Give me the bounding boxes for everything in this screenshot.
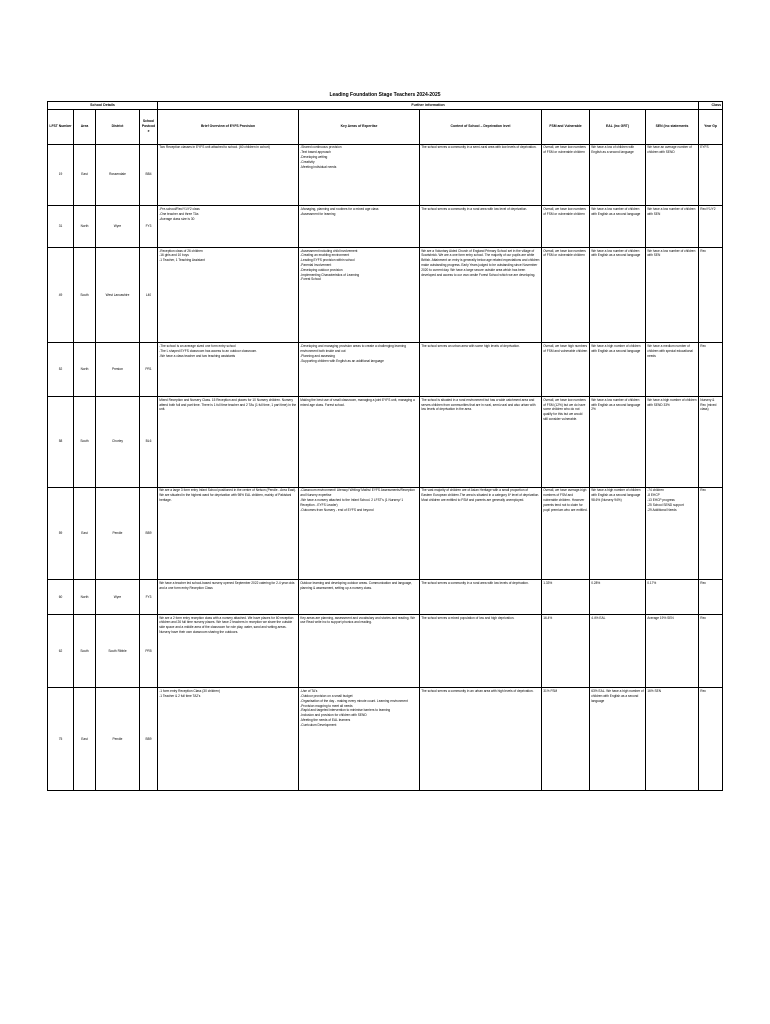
cell-year-group <box>699 688 723 791</box>
cell-line: We have a low number of children with English as a second language <box>591 248 641 258</box>
cell-overview <box>158 614 299 688</box>
cell-postcode: PR1 <box>140 343 158 397</box>
cell-context <box>420 580 542 615</box>
cell-line: We have a high number of children with SEND 33% <box>647 397 697 407</box>
cell-year-group <box>699 343 723 397</box>
cell-line: Making the best use of small classroom, managing a joint EYFS unit, managing a mixed age class. Forest school. <box>300 397 415 407</box>
cell-district: Wyre <box>96 206 140 248</box>
cell-line: -Pre-school/Rec/Y1/Y2 class <box>159 206 200 211</box>
cell-line: 1.33% <box>543 580 553 585</box>
cell-context <box>420 144 542 206</box>
cell-line: -The L shaped EYFS classroom has access to an outdoor classroom. <box>159 348 258 353</box>
col-sen: SEN (inc statements <box>646 110 699 145</box>
cell-sen <box>646 580 699 615</box>
cell-line: Overall, we have low numbers of FSM or vulnerable children <box>543 248 586 258</box>
cell-year-group <box>699 580 723 615</box>
cell-context <box>420 614 542 688</box>
cell-sen <box>646 396 699 487</box>
cell-line: We are a 2 form entry reception class with a nursery attached. We have places for 60 reception children and 26 full time nursery places. We have 2 teachers in reception we share the outside side space and a middle area of the classroom for role play, water, sand and writing areas. Nursery have their own classroom sharing the outdoors. <box>159 615 294 634</box>
cell-line: -Developing and managing provision areas to create a challenging learning environment both inside and out <box>300 344 406 353</box>
cell-lfst-number: 62 <box>48 614 74 688</box>
cell-line: Rec <box>700 689 706 694</box>
cell-line: We have a low number of children with SEN <box>647 248 696 258</box>
cell-sen <box>646 487 699 580</box>
group-class: Class <box>699 102 723 110</box>
cell-line: We have a low number of children with English as a second language <box>591 206 641 216</box>
col-lfst-number: LFST Number <box>48 110 74 145</box>
table-row <box>48 580 723 615</box>
cell-line: The vast majority of children are of Asian Heritage with a small proportion of Eastern European children.The area is situated in a category 6* level of deprivation. Most children are entitled to FSM and parents are generally unemployed. <box>421 488 540 502</box>
cell-line: Mixed Reception and Nursery Class. 15 Reception and places for 10 Nursery children. Nursery attend both full and part time. There is 1 full time teacher and 2 TAs (1 full time, 1 part time) in the unit. <box>159 397 297 412</box>
cell-line: -Outdoor provision on a small budget <box>300 693 353 698</box>
cell-fsm <box>542 487 590 580</box>
cell-postcode: BB9 <box>140 487 158 580</box>
cell-context <box>420 247 542 343</box>
cell-year-group <box>699 487 723 580</box>
cell-line: -8 EHCP <box>647 493 660 498</box>
cell-context <box>420 343 542 397</box>
cell-line: We have a low of children with English as a second language <box>591 145 635 155</box>
cell-district: West Lancashire <box>96 247 140 343</box>
cell-line: We have a low number of children with SEN <box>647 206 696 216</box>
cell-line: Overall, we have low numbers of FSM (12%) but we do have some children who do not qualify for this but we would still consider vulnerable. <box>543 397 586 421</box>
cell-area: North <box>74 343 96 397</box>
cell-line: -Supporting children with English as an additional language <box>300 358 384 363</box>
cell-area: South <box>74 614 96 688</box>
cell-line: -Meeting the needs of EAL learners <box>300 717 351 722</box>
cell-line: -We have a class teacher and two teaching assistants <box>159 353 236 358</box>
cell-line: Overall, we have low numbers of FSM or vulnerable children <box>543 145 586 155</box>
table-row <box>48 614 723 688</box>
cell-line: -Developing writing <box>300 154 328 159</box>
cell-district: Wyre <box>96 580 140 615</box>
cell-eal <box>590 206 646 248</box>
cell-line: -Outcomes from Nursery - end of EYFS and beyond <box>300 507 374 512</box>
cell-lfst-number: 52 <box>48 343 74 397</box>
cell-line: -1 Teacher, 1 Teaching Assistant <box>159 258 205 263</box>
cell-lfst-number: 31 <box>48 206 74 248</box>
cell-line: Two Reception classes in EYFS unit attached to school. (60 children in cohort) <box>159 145 270 150</box>
cell-line: -Implementing Characteristics of Learning <box>300 272 360 277</box>
cell-line: The school serves a community in a semi-rural area with low levels of deprivation. <box>421 145 537 150</box>
cell-line: -29 Additional Needs <box>647 507 677 512</box>
cell-line: -Developing outdoor provision <box>300 267 343 272</box>
document-title: Leading Foundation Stage Teachers 2024-2025 <box>329 92 441 98</box>
cell-line: We have an average number of children with SEND <box>647 145 692 155</box>
table-row <box>48 396 723 487</box>
cell-district: Chorley <box>96 396 140 487</box>
cell-year-group <box>699 144 723 206</box>
cell-line: -Planning and assessing <box>300 353 335 358</box>
cell-postcode: FY3 <box>140 580 158 615</box>
cell-district: Rossendale <box>96 144 140 206</box>
cell-line: The school serves an urban area with some high levels of deprivation. <box>421 344 520 349</box>
cell-line: Rec <box>700 580 706 585</box>
cell-lfst-number: 58 <box>48 396 74 487</box>
cell-line: -13 EHCP progress <box>647 497 675 502</box>
cell-area: East <box>74 487 96 580</box>
cell-district: South Ribble <box>96 614 140 688</box>
cell-postcode: L40 <box>140 247 158 343</box>
teachers-table <box>47 101 723 791</box>
cell-line: Outdoor learning and developing outdoor areas. Communication and language, planning & assessment, setting up a nursery class. <box>300 580 413 590</box>
cell-overview <box>158 144 299 206</box>
cell-line: The school is situated in a rural environment but has a wide catchment area and serves children from communities that are in rural, semi-rural and also urban with low levels of deprivation in the area. <box>421 397 536 412</box>
cell-overview <box>158 688 299 791</box>
cell-year-group <box>699 396 723 487</box>
cell-fsm <box>542 688 590 791</box>
cell-district: Pendle <box>96 688 140 791</box>
cell-line: -74 children <box>647 488 664 493</box>
cell-fsm <box>542 614 590 688</box>
col-expertise: Key Areas of Expertise <box>299 110 420 145</box>
cell-eal <box>590 396 646 487</box>
cell-line: 63% EAL. We have a high number of children with English as a second language <box>591 689 644 703</box>
cell-line: We have a high number of children with English as a second language 98.6% (Nursery 94%) <box>591 488 641 502</box>
cell-postcode: PR5 <box>140 614 158 688</box>
cell-line: -Text based approach <box>300 150 331 155</box>
cell-line: 31% FSM <box>543 689 558 694</box>
cell-expertise <box>299 487 420 580</box>
cell-line: Rec/Y1/Y2 <box>700 206 716 211</box>
cell-eal <box>590 247 646 343</box>
cell-context <box>420 688 542 791</box>
cell-line: We have a teacher led school-based nursery opened September 2022 catering for 2-4 year olds and a one form entry Reception Class <box>159 580 295 590</box>
cell-expertise <box>299 396 420 487</box>
cell-line: Key areas are planning, assessment and vocabulary and stories and reading. We use Read write inc to support phonics and reading. <box>300 615 415 625</box>
cell-line: 0.17% <box>647 580 657 585</box>
col-area: Area <box>74 110 96 145</box>
cell-line: -1 form entry Reception Class (30 children) <box>159 689 220 694</box>
cell-lfst-number: 75 <box>48 688 74 791</box>
cell-line: Rec <box>700 344 706 349</box>
table-row <box>48 247 723 343</box>
group-further-information: Further information <box>158 102 699 110</box>
cell-line: -Curriculum Development <box>300 722 337 727</box>
cell-line: Average 19% SEN <box>647 615 674 620</box>
cell-line: -Organisation of the day - making every minute count. Learning environment <box>300 698 408 703</box>
cell-context <box>420 487 542 580</box>
cell-line: The school serves a community in a rural area with low levels of deprivation. <box>421 580 529 585</box>
cell-line: -Creativity <box>300 159 315 164</box>
cell-sen <box>646 206 699 248</box>
cell-line: Overall, we have high numbers of FSM and vulnerable children <box>543 344 588 353</box>
cell-lfst-number: 49 <box>48 247 74 343</box>
table-row <box>48 343 723 397</box>
cell-area: East <box>74 688 96 791</box>
cell-overview <box>158 343 299 397</box>
cell-overview <box>158 206 299 248</box>
column-header-row <box>48 110 723 145</box>
group-header-row <box>48 102 723 110</box>
cell-overview <box>158 247 299 343</box>
cell-eal <box>590 580 646 615</box>
col-year-group: Year Gp <box>699 110 723 145</box>
cell-eal <box>590 343 646 397</box>
cell-area: North <box>74 206 96 248</box>
cell-line: 4.4% EAL <box>591 615 606 620</box>
table-row <box>48 206 723 248</box>
col-postcode: School Postcode <box>140 110 158 145</box>
cell-line: We are a large 3 form entry Infant School positioned in the centre of Nelson (Pendle - Area East). We are situated in the highest ward for deprivation with 98% EAL children, mainly of Pakistani heritage. <box>159 488 297 502</box>
col-fsm: FSM and Vulnerable <box>542 110 590 145</box>
cell-line: -1 Teacher & 2 full time TA2's <box>159 693 201 698</box>
cell-line: -Parental Involvement <box>300 262 332 267</box>
cell-line: Overall, we have low numbers of FSM or vulnerable children <box>543 206 586 216</box>
cell-sen <box>646 247 699 343</box>
cell-line: -Use of TA's <box>300 689 318 694</box>
cell-district: Preston <box>96 343 140 397</box>
cell-line: 16.4% <box>543 615 553 620</box>
cell-expertise <box>299 247 420 343</box>
cell-sen <box>646 688 699 791</box>
cell-postcode: FY3 <box>140 206 158 248</box>
cell-line: 16% SEN <box>647 689 662 694</box>
cell-fsm <box>542 343 590 397</box>
group-school-details: School Details <box>48 102 158 110</box>
cell-expertise <box>299 343 420 397</box>
cell-postcode: BB4 <box>140 144 158 206</box>
cell-context <box>420 396 542 487</box>
cell-line: -Shared continuous provision <box>300 145 342 150</box>
table-row <box>48 688 723 791</box>
cell-postcode: BL6 <box>140 396 158 487</box>
cell-fsm <box>542 144 590 206</box>
cell-line: -Reception class of 26 children <box>159 248 203 253</box>
cell-line: -Classroom environment/ Literacy/ Writing/ Maths/ EYFS Assessments/Reception and Nursery expertise <box>300 488 415 498</box>
cell-fsm <box>542 580 590 615</box>
cell-line: -Leading EYFS provision within school <box>300 258 355 263</box>
cell-lfst-number: 19 <box>48 144 74 206</box>
cell-line: The school serves a community in a rural area with low level of deprivation. <box>421 206 528 211</box>
cell-eal <box>590 487 646 580</box>
cell-sen <box>646 343 699 397</box>
col-context: Context of School – Deprivation level <box>420 110 542 145</box>
cell-line: The school serves a community in an urban area with high levels of deprivation. <box>421 689 534 694</box>
cell-line: -Assessment for learning <box>300 211 336 216</box>
cell-line: We have a medium number of children with special educational needs <box>647 344 693 358</box>
cell-line: The school serves a mixed population of low and high deprivation. <box>421 615 515 620</box>
cell-year-group <box>699 247 723 343</box>
cell-line: -Rapid and targeted intervention to minimise barriers to learning <box>300 708 391 713</box>
cell-year-group <box>699 206 723 248</box>
cell-line: -Managing, planning and routines for a mixed age class <box>300 206 379 211</box>
cell-area: North <box>74 580 96 615</box>
cell-eal <box>590 614 646 688</box>
cell-overview <box>158 580 299 615</box>
cell-line: Nursery & Rec (mixed class) <box>700 397 717 412</box>
cell-expertise <box>299 144 420 206</box>
cell-area: East <box>74 144 96 206</box>
cell-expertise <box>299 206 420 248</box>
cell-expertise <box>299 614 420 688</box>
cell-postcode: BB9 <box>140 688 158 791</box>
cell-line: We are a Voluntary Aided Church of England Primary School set in the village of Scarisbrick. We are a one form entry school. The majority of our pupils are white British. Attainment on entry is generally below age related expectations and children make outstanding progress. Early Years judged to be outstanding since November 2020 to current day. We have a large secure outside area which has been developed and access to our own onsite Forest School which we are developing. <box>421 248 540 277</box>
cell-line: -One teacher and three TAs <box>159 211 199 216</box>
cell-line: EYFS <box>700 145 709 150</box>
cell-sen <box>646 614 699 688</box>
cell-line: -We have a nursery attached to the Infant School. 2 LFST's (1 Nursery/ 1 Reception - EYFS Leader) <box>300 497 404 507</box>
cell-expertise <box>299 580 420 615</box>
cell-line: -16 girls and 10 boys <box>159 253 189 258</box>
cell-line: Overall, we have average-high numbers of FSM and vulnerable children. However parents tend not to claim for pupil premium who are entitled. <box>543 488 588 512</box>
table-row <box>48 487 723 580</box>
cell-eal <box>590 144 646 206</box>
cell-line: Rec <box>700 488 706 493</box>
cell-line: 0.28% <box>591 580 601 585</box>
cell-line: -Creating an enabling environment <box>300 253 350 258</box>
col-district: District <box>96 110 140 145</box>
cell-line: -The school is an average sized one form entry school <box>159 344 236 349</box>
cell-line: -Average class size is 30 <box>159 216 195 221</box>
col-overview: Brief Overview of EYFS Provision <box>158 110 299 145</box>
cell-district: Pendle <box>96 487 140 580</box>
cell-context <box>420 206 542 248</box>
cell-line: -Assessment including child involvement <box>300 248 358 253</box>
table-row <box>48 144 723 206</box>
cell-line: -Inclusion and provision for children with SEND <box>300 713 367 718</box>
cell-line: -Meeting individual needs <box>300 164 337 169</box>
cell-fsm <box>542 247 590 343</box>
cell-overview <box>158 396 299 487</box>
cell-line: Rec <box>700 248 706 253</box>
cell-line: -25 School SEND support <box>647 502 684 507</box>
cell-area: South <box>74 396 96 487</box>
cell-line: -Forest School <box>300 277 321 282</box>
col-eal: EAL (inc GRT) <box>590 110 646 145</box>
cell-overview <box>158 487 299 580</box>
cell-line: We have a low number of children with English as a second language 2% <box>591 397 641 412</box>
cell-lfst-number: 59 <box>48 487 74 580</box>
cell-expertise <box>299 688 420 791</box>
cell-year-group <box>699 614 723 688</box>
cell-lfst-number: 60 <box>48 580 74 615</box>
cell-sen <box>646 144 699 206</box>
cell-fsm <box>542 396 590 487</box>
cell-line: Rec <box>700 615 706 620</box>
cell-fsm <box>542 206 590 248</box>
cell-line: -Provision mapping to meet all needs <box>300 703 353 708</box>
cell-line: We have a high number of children with English as a second language <box>591 344 641 353</box>
cell-eal <box>590 688 646 791</box>
cell-area: South <box>74 247 96 343</box>
